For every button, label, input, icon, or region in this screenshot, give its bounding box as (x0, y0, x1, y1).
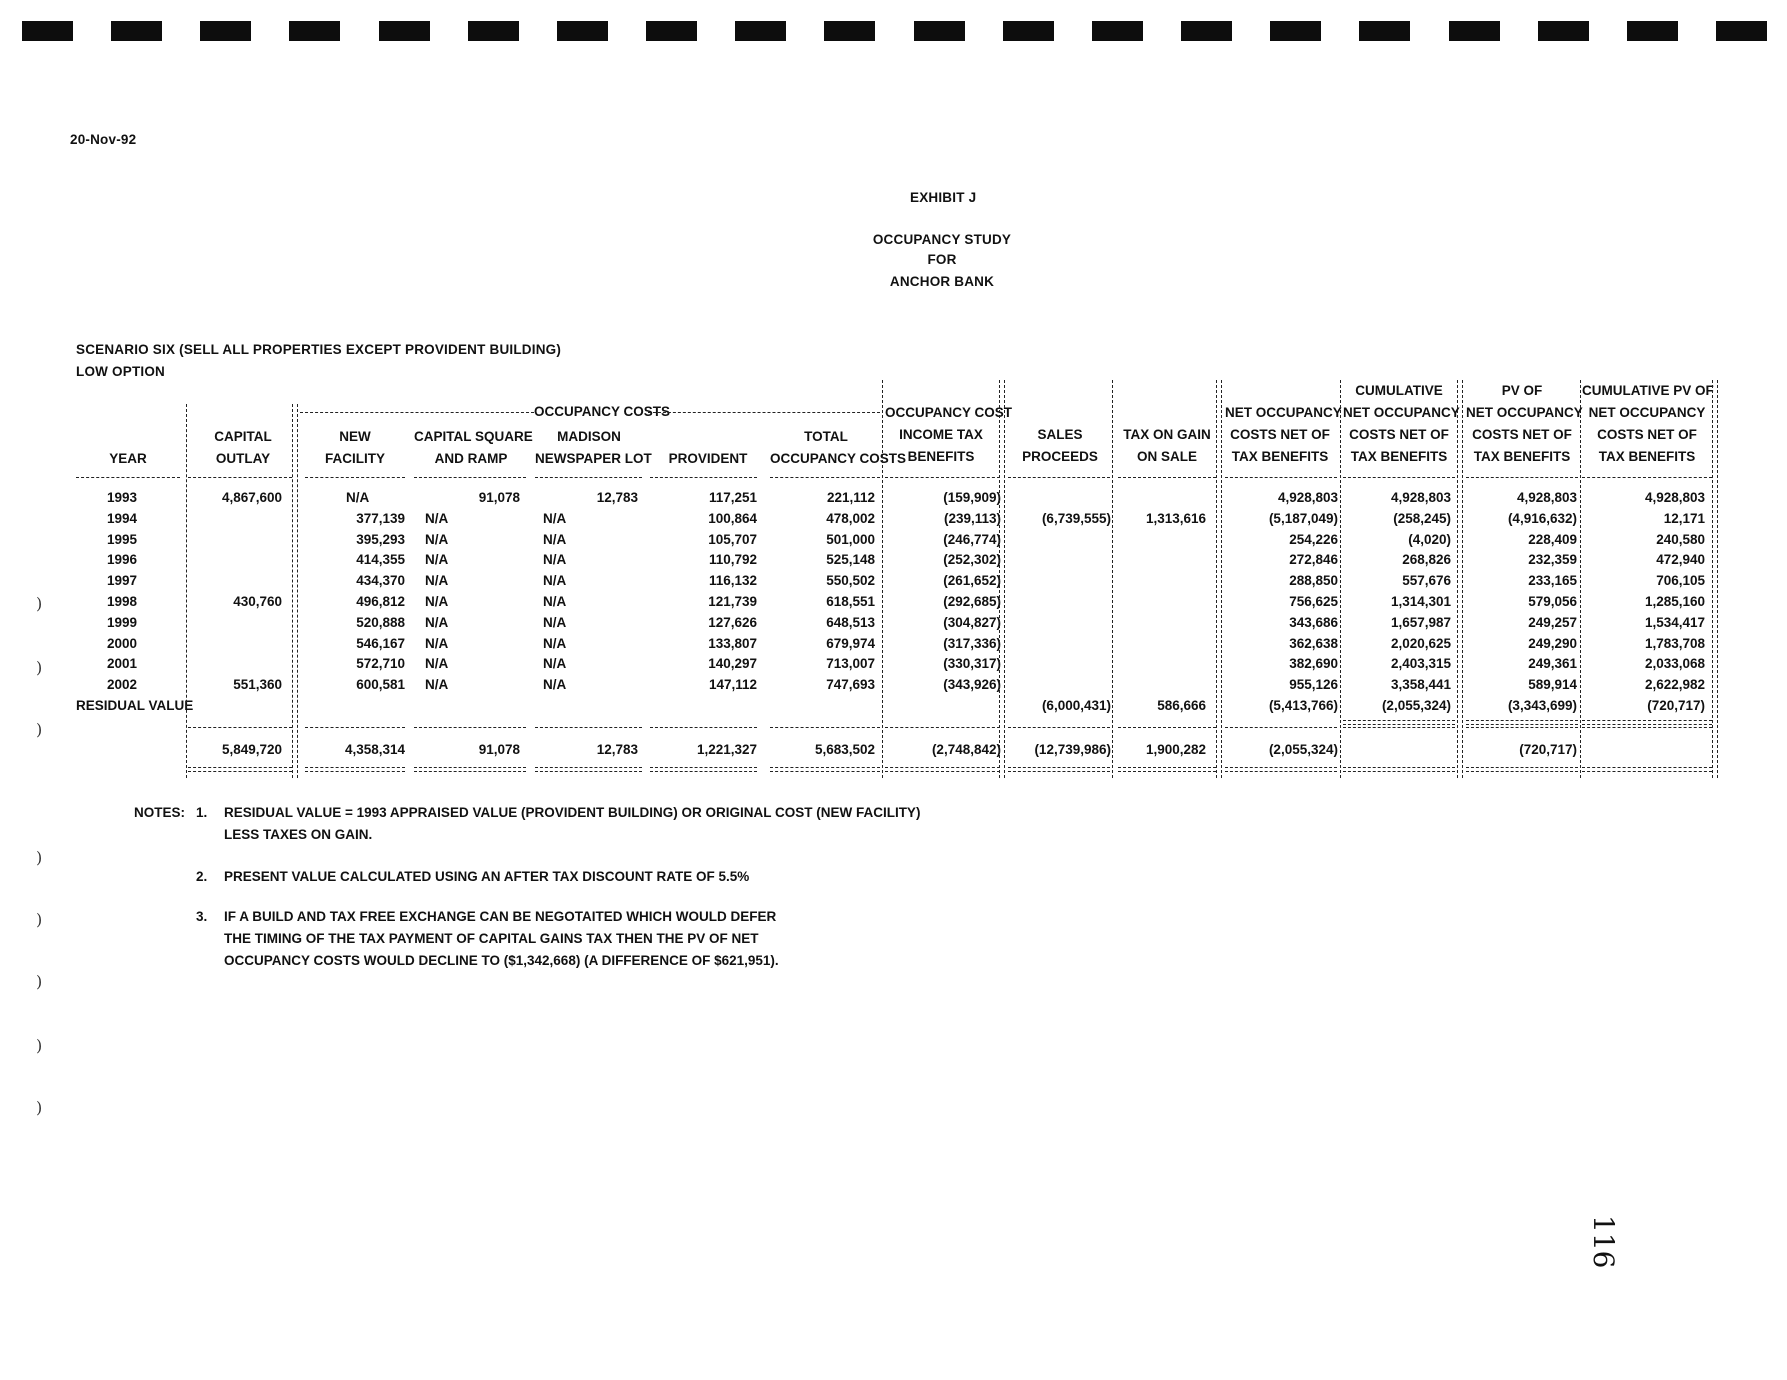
col-header-tax-3: BENEFITS (907, 449, 975, 464)
pretotal-rule (535, 727, 642, 728)
total-double-rule (1225, 767, 1337, 772)
pretotal-rule (1008, 727, 1110, 728)
header-underline (1118, 477, 1216, 478)
col-header-cumpv-4: TAX BENEFITS (1598, 449, 1696, 464)
cell-capsq: N/A (425, 510, 449, 526)
cell-tax: (317,336) (943, 635, 1001, 651)
total-net: (2,055,324) (1268, 742, 1338, 757)
cell-cumnet: (4,020) (1408, 531, 1451, 547)
header-underline (770, 477, 880, 478)
cell-capital: 4,867,600 (221, 490, 282, 505)
margin-mark: ) (36, 848, 43, 867)
header-underline (535, 477, 642, 478)
col-header-new-2: FACILITY (325, 451, 385, 466)
col-header-new-1: NEW (339, 429, 371, 444)
cell-total: 679,974 (826, 635, 875, 651)
title-line-1: OCCUPANCY STUDY (872, 232, 1012, 247)
note-3-line-2: THE TIMING OF THE TAX PAYMENT OF CAPITAL GAINS TAX THEN THE PV OF NET (224, 931, 759, 946)
note-3-line-3: OCCUPANCY COSTS WOULD DECLINE TO ($1,342,668) (A DIFFERENCE OF $621,951). (224, 953, 779, 968)
cell-madison: N/A (543, 510, 567, 526)
cell-cumnet: 4,928,803 (1390, 490, 1451, 505)
cell-madison: 12,783 (596, 490, 638, 505)
header-underline (1582, 477, 1712, 478)
scenario-label: SCENARIO SIX (SELL ALL PROPERTIES EXCEPT PROVIDENT BUILDING) (76, 342, 562, 357)
cell-capsq: N/A (425, 531, 449, 547)
cell-cumpv: 1,285,160 (1644, 594, 1705, 609)
col-header-madison-1: MADISON (557, 429, 621, 444)
pretotal-rule (1118, 727, 1216, 728)
header-underline (414, 477, 526, 478)
cell-provident: 133,807 (708, 635, 757, 651)
cell-net: 955,126 (1289, 677, 1338, 693)
col-header-cumnet-2: NET OCCUPANCY (1343, 405, 1460, 420)
group-header-occupancy-costs: OCCUPANCY COSTS (534, 404, 671, 419)
row-year: 1999 (106, 614, 138, 630)
cell-pv: 579,056 (1528, 594, 1577, 609)
total-double-rule (1008, 767, 1110, 772)
cell-net: 272,846 (1289, 552, 1338, 568)
note-2-number: 2. (196, 869, 208, 884)
pretotal-rule (770, 727, 880, 728)
cell-tax: (304,827) (943, 614, 1001, 630)
cell-new: 520,888 (356, 614, 405, 630)
cell-cumpv: 240,580 (1656, 531, 1705, 547)
cell-tax: (246,774) (943, 531, 1001, 547)
cell-provident: 147,112 (708, 677, 757, 693)
cell-capsq: N/A (425, 614, 449, 630)
cell-new: 600,581 (356, 677, 405, 693)
cell-pv: (3,343,699) (1507, 698, 1577, 713)
total-tax: (2,748,842) (931, 742, 1001, 757)
cell-tax: (343,926) (943, 677, 1001, 693)
col-header-year: YEAR (109, 451, 147, 466)
cell-net: 382,690 (1289, 656, 1338, 672)
row-year: 1993 (106, 490, 138, 505)
cell-tax: (330,317) (943, 656, 1001, 672)
cell-new: N/A (346, 490, 370, 505)
total-total: 5,683,502 (814, 742, 875, 757)
cell-cumpv: 2,033,068 (1644, 656, 1705, 672)
cell-tax: (159,909) (943, 490, 1001, 505)
note-3-number: 3. (196, 909, 208, 924)
cell-tax: (292,685) (943, 594, 1001, 609)
vertical-rule (1340, 380, 1341, 778)
pretotal-rule (1343, 727, 1455, 728)
notes-label: NOTES: (134, 805, 186, 820)
cell-new: 414,355 (356, 552, 405, 568)
row-year: 1996 (106, 552, 138, 568)
cell-provident: 127,626 (708, 614, 757, 630)
report-date: 20-Nov-92 (70, 132, 137, 147)
col-header-pv-2: NET OCCUPANCY (1466, 405, 1583, 420)
cell-net: 254,226 (1289, 531, 1338, 547)
header-underline (188, 477, 292, 478)
total-double-rule (305, 767, 405, 772)
cell-net: (5,187,049) (1268, 510, 1338, 526)
note-2-line-1: PRESENT VALUE CALCULATED USING AN AFTER TAX DISCOUNT RATE OF 5.5% (224, 869, 750, 884)
cell-pv: 233,165 (1528, 573, 1577, 589)
total-madison: 12,783 (596, 742, 638, 757)
vertical-double-rule (292, 404, 298, 778)
col-header-tax-2: INCOME TAX (899, 427, 983, 442)
cell-cumnet: 2,020,625 (1390, 635, 1451, 651)
total-capsq: 91,078 (478, 742, 520, 757)
cell-cumpv: 12,171 (1663, 510, 1705, 526)
total-double-rule (650, 767, 757, 772)
title-line-3: ANCHOR BANK (889, 274, 995, 289)
total-gain: 1,900,282 (1145, 742, 1206, 757)
page-number: 116 (1587, 1215, 1620, 1269)
cell-capsq: N/A (425, 677, 449, 693)
cell-net: 756,625 (1289, 594, 1338, 609)
cell-total: 618,551 (826, 594, 875, 609)
col-header-cumpv-3: COSTS NET OF (1597, 427, 1697, 442)
cell-tax: (261,652) (943, 573, 1001, 589)
cell-sales: (6,739,555) (1041, 510, 1111, 526)
cell-sales: (6,000,431) (1041, 698, 1111, 713)
total-double-rule (1118, 767, 1216, 772)
cell-total: 648,513 (826, 614, 875, 630)
vertical-double-rule (1712, 380, 1718, 778)
pretotal-rule (1582, 727, 1712, 728)
row-year: 1995 (106, 531, 138, 547)
cell-provident: 117,251 (708, 490, 757, 505)
cell-cumpv: 1,783,708 (1644, 635, 1705, 651)
col-header-net-1: NET OCCUPANCY (1225, 405, 1342, 420)
cell-cumpv: 2,622,982 (1644, 677, 1705, 693)
cum-double-rule (1466, 720, 1578, 725)
col-header-total-1: TOTAL (804, 429, 848, 444)
note-1-line-1: RESIDUAL VALUE = 1993 APPRAISED VALUE (PROVIDENT BUILDING) OR ORIGINAL COST (NEW FACILITY) (224, 805, 921, 820)
cell-gain: 1,313,616 (1145, 510, 1206, 526)
cell-madison: N/A (543, 531, 567, 547)
total-new: 4,358,314 (344, 742, 405, 757)
header-underline (1008, 477, 1110, 478)
note-1-line-2: LESS TAXES ON GAIN. (224, 827, 373, 842)
total-double-rule (1343, 767, 1455, 772)
col-header-tax-1: OCCUPANCY COST (885, 405, 1013, 420)
total-double-rule (885, 767, 1000, 772)
cell-capital: 430,760 (233, 594, 282, 609)
cell-pv: 249,290 (1528, 635, 1577, 651)
cell-tax: (239,113) (943, 510, 1001, 526)
cell-pv: 4,928,803 (1516, 490, 1577, 505)
cell-cumpv: 472,940 (1656, 552, 1705, 568)
cell-capsq: N/A (425, 594, 449, 609)
group-header-rule-right (648, 412, 880, 413)
cell-capsq: N/A (425, 635, 449, 651)
pretotal-rule (650, 727, 757, 728)
cell-new: 377,139 (356, 510, 405, 526)
cell-pv: (4,916,632) (1507, 510, 1577, 526)
cell-gain: 586,666 (1157, 698, 1206, 713)
cell-provident: 121,739 (708, 594, 757, 609)
col-header-pv-4: TAX BENEFITS (1473, 449, 1571, 464)
cell-cumpv: (720,717) (1647, 698, 1705, 713)
cell-new: 496,812 (356, 594, 405, 609)
cell-new: 546,167 (356, 635, 405, 651)
col-header-provident: PROVIDENT (668, 451, 748, 466)
margin-mark: ) (36, 972, 43, 991)
pretotal-rule (305, 727, 405, 728)
cell-cumpv: 1,534,417 (1644, 614, 1705, 630)
cell-madison: N/A (543, 677, 567, 693)
col-header-cumnet-4: TAX BENEFITS (1350, 449, 1448, 464)
cell-pv: 249,361 (1528, 656, 1577, 672)
cell-total: 525,148 (826, 552, 875, 568)
cell-provident: 116,132 (708, 573, 757, 589)
cell-pv: 228,409 (1528, 531, 1577, 547)
total-pv: (720,717) (1519, 742, 1577, 757)
vertical-double-rule (999, 380, 1005, 778)
col-header-cumpv-2: NET OCCUPANCY (1588, 405, 1706, 420)
total-double-rule (770, 767, 880, 772)
cell-madison: N/A (543, 573, 567, 589)
cell-tax: (252,302) (943, 552, 1001, 568)
cell-provident: 105,707 (708, 531, 757, 547)
cell-madison: N/A (543, 656, 567, 672)
cum-double-rule (1582, 720, 1712, 725)
margin-mark: ) (36, 658, 43, 677)
cell-capital: 551,360 (233, 677, 282, 693)
col-header-pv-1: PV OF (1501, 383, 1543, 398)
total-double-rule (1466, 767, 1578, 772)
cell-capsq: N/A (425, 656, 449, 672)
cell-madison: N/A (543, 552, 567, 568)
cell-capsq: 91,078 (478, 490, 520, 505)
pretotal-rule (188, 727, 292, 728)
header-underline (885, 477, 1000, 478)
cell-total: 713,007 (826, 656, 875, 672)
col-header-cumpv-1: CUMULATIVE PV OF (1582, 383, 1714, 398)
title-line-2: FOR (927, 252, 957, 267)
cell-total: 550,502 (826, 573, 875, 589)
pretotal-rule (414, 727, 526, 728)
vertical-rule (1112, 380, 1113, 778)
total-double-rule (535, 767, 642, 772)
margin-mark: ) (36, 594, 43, 613)
col-header-cumnet-1: CUMULATIVE (1355, 383, 1443, 398)
row-year: 2000 (106, 635, 138, 651)
col-header-sales-1: SALES (1037, 427, 1083, 442)
col-header-capsq-2: AND RAMP (434, 451, 508, 466)
cell-provident: 100,864 (708, 510, 757, 526)
header-underline (1466, 477, 1578, 478)
col-header-capital-2: OUTLAY (215, 451, 271, 466)
header-underline (1225, 477, 1337, 478)
cell-total: 501,000 (826, 531, 875, 547)
cell-cumnet: 2,403,315 (1390, 656, 1451, 672)
vertical-rule (186, 404, 187, 778)
col-header-capital-1: CAPITAL (214, 429, 272, 444)
col-header-gain-1: TAX ON GAIN (1123, 427, 1211, 442)
vertical-double-rule (1457, 380, 1463, 778)
cell-provident: 140,297 (708, 656, 757, 672)
cell-net: (5,413,766) (1268, 698, 1338, 713)
cell-capsq: N/A (425, 552, 449, 568)
cell-cumnet: (258,245) (1393, 510, 1451, 526)
group-header-rule-left (300, 412, 534, 413)
margin-mark: ) (36, 1098, 43, 1117)
header-underline (1343, 477, 1455, 478)
cell-net: 4,928,803 (1277, 490, 1338, 505)
row-year: 1997 (106, 573, 138, 589)
cell-cumnet: 3,358,441 (1390, 677, 1451, 693)
cell-madison: N/A (543, 635, 567, 651)
cell-cumpv: 4,928,803 (1644, 490, 1705, 505)
cell-cumnet: 557,676 (1402, 573, 1451, 589)
cell-madison: N/A (543, 594, 567, 609)
cell-pv: 232,359 (1528, 552, 1577, 568)
header-underline (305, 477, 405, 478)
cell-pv: 249,257 (1528, 614, 1577, 630)
cell-net: 288,850 (1289, 573, 1338, 589)
total-capital: 5,849,720 (221, 742, 282, 757)
cell-madison: N/A (543, 614, 567, 630)
row-year: 2001 (106, 656, 138, 672)
total-provident: 1,221,327 (696, 742, 757, 757)
vertical-double-rule (1216, 380, 1222, 778)
cell-net: 343,686 (1289, 614, 1338, 630)
exhibit-label: EXHIBIT J (910, 190, 977, 205)
col-header-net-2: COSTS NET OF (1230, 427, 1330, 442)
col-header-sales-2: PROCEEDS (1022, 449, 1098, 464)
cum-double-rule (1343, 720, 1455, 725)
option-label: LOW OPTION (76, 364, 165, 379)
cell-cumpv: 706,105 (1656, 573, 1705, 589)
cell-cumnet: 268,826 (1402, 552, 1451, 568)
cell-cumnet: 1,314,301 (1390, 594, 1451, 609)
cell-total: 478,002 (826, 510, 875, 526)
cell-net: 362,638 (1289, 635, 1338, 651)
cell-cumnet: 1,657,987 (1390, 614, 1451, 630)
note-1-number: 1. (196, 805, 208, 820)
total-double-rule (188, 767, 292, 772)
cell-capsq: N/A (425, 573, 449, 589)
total-sales: (12,739,986) (1034, 742, 1111, 757)
col-header-capsq-1: CAPITAL SQUARE (414, 429, 533, 444)
margin-mark: ) (36, 720, 43, 739)
total-double-rule (414, 767, 526, 772)
col-header-gain-2: ON SALE (1136, 449, 1197, 464)
col-header-total-2: OCCUPANCY COSTS (770, 451, 907, 466)
header-underline (76, 477, 180, 478)
row-year: RESIDUAL VALUE (76, 698, 194, 713)
row-year: 1994 (106, 510, 138, 526)
vertical-rule (882, 380, 883, 778)
cell-new: 572,710 (356, 656, 405, 672)
vertical-rule (1580, 380, 1581, 778)
cell-new: 395,293 (356, 531, 405, 547)
cell-new: 434,370 (356, 573, 405, 589)
note-3-line-1: IF A BUILD AND TAX FREE EXCHANGE CAN BE NEGOTAITED WHICH WOULD DEFER (224, 909, 777, 924)
col-header-pv-3: COSTS NET OF (1472, 427, 1572, 442)
pretotal-rule (1466, 727, 1578, 728)
total-double-rule (1582, 767, 1712, 772)
pretotal-rule (885, 727, 1000, 728)
pretotal-rule (1225, 727, 1337, 728)
cell-cumnet: (2,055,324) (1381, 698, 1451, 713)
col-header-cumnet-3: COSTS NET OF (1349, 427, 1449, 442)
col-header-madison-2: NEWSPAPER LOT (535, 451, 652, 466)
cell-total: 221,112 (826, 490, 875, 505)
margin-mark: ) (36, 1036, 43, 1055)
cell-pv: 589,914 (1528, 677, 1577, 693)
cell-total: 747,693 (826, 677, 875, 693)
cell-provident: 110,792 (708, 552, 757, 568)
margin-mark: ) (36, 910, 43, 929)
header-underline (650, 477, 757, 478)
col-header-net-3: TAX BENEFITS (1231, 449, 1329, 464)
row-year: 2002 (106, 677, 138, 693)
row-year: 1998 (106, 594, 138, 609)
